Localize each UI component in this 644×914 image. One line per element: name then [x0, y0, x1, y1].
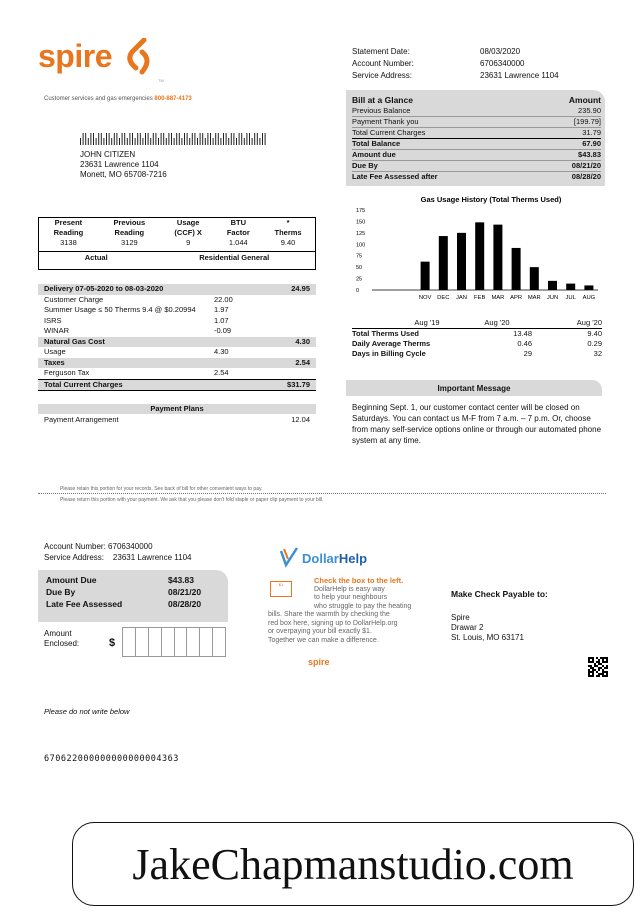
barcode-bar	[259, 138, 260, 145]
qr-module	[602, 657, 604, 659]
barcode-bar	[93, 133, 94, 145]
heart-hands-icon	[278, 545, 300, 569]
perf-note-bottom: Please return this portion with your payment. We ask that you please don't fold staple or paper clip payment to your bill.	[60, 497, 324, 503]
barcode-bar	[85, 133, 86, 145]
qr-module	[606, 661, 608, 663]
barcode-bar	[200, 133, 201, 145]
barcode-bar	[220, 138, 221, 145]
qr-code	[588, 657, 608, 677]
chart-title: Gas Usage History (Total Therms Used)	[420, 195, 562, 204]
qr-module	[588, 657, 590, 659]
qr-module	[596, 657, 598, 659]
qr-module	[604, 675, 606, 677]
barcode-bar	[163, 133, 164, 145]
qr-module	[590, 667, 592, 669]
chart-bar	[493, 225, 502, 290]
qr-module	[596, 671, 598, 673]
qr-module	[602, 675, 604, 677]
qr-module	[604, 661, 606, 663]
x-tick-label: NOV	[418, 295, 432, 301]
barcode-bar	[213, 138, 214, 145]
dollarhelp-text: Check the box to the left. DollarHelp is easy way to help your neighbours who struggle to pay the heating bills. Share the warmth by checking the red box here, signing up to DollarHelp.org or overpaying your bill exactly $1. Together we can make a difference.	[268, 576, 412, 644]
barcode-bar	[122, 133, 123, 145]
barcode-bar	[142, 138, 143, 145]
barcode-bar	[171, 133, 172, 145]
chart-bar	[530, 267, 539, 290]
qr-module	[606, 671, 608, 673]
x-tick-label: MAR	[527, 295, 541, 301]
statement-date: 08/03/2020	[480, 47, 521, 56]
barcode-bar	[239, 133, 240, 145]
barcode-bar	[254, 133, 255, 145]
chart-bar	[548, 281, 557, 290]
barcode-bar	[218, 133, 219, 145]
qr-module	[594, 663, 596, 665]
barcode-bar	[90, 133, 91, 145]
qr-module	[602, 665, 604, 667]
amount-due: $43.83	[578, 150, 601, 159]
dollarhelp-checkbox[interactable]: $1	[270, 581, 292, 597]
payment-plans: Payment Plans Payment Arrangement 12.04	[38, 404, 316, 425]
qr-module	[588, 665, 590, 667]
barcode-bar	[111, 138, 112, 145]
x-tick-label: FEB	[474, 295, 486, 301]
barcode-bar	[215, 133, 216, 145]
barcode-bar	[161, 133, 162, 145]
qr-module	[602, 671, 604, 673]
important-message-title: Important Message	[346, 380, 602, 396]
dollarhelp-logo: DollarHelp	[278, 545, 398, 571]
stub-amount-due: Amount Due $43.83 Due By 08/21/20 Late Fee Assessed 08/28/20	[38, 570, 228, 622]
y-tick-label: 175	[356, 208, 366, 214]
qr-module	[592, 667, 594, 669]
qr-module	[606, 657, 608, 659]
qr-module	[592, 659, 594, 661]
barcode-bar	[265, 133, 266, 145]
qr-module	[588, 669, 590, 671]
barcode-bar	[184, 133, 185, 145]
spire-mark-icon	[124, 38, 156, 78]
y-tick-label: 150	[356, 219, 366, 226]
barcode-bar	[119, 138, 120, 145]
service-address: 23631 Lawrence 1104	[480, 71, 559, 80]
y-tick-label: 100	[356, 242, 366, 249]
qr-module	[600, 657, 602, 659]
qr-module	[588, 673, 590, 675]
barcode-bar	[192, 133, 193, 145]
payable-title: Make Check Payable to:	[451, 589, 548, 599]
barcode-bar	[98, 133, 99, 145]
y-tick-label: 125	[356, 230, 366, 237]
amount-enclosed-field[interactable]	[122, 627, 226, 657]
qr-module	[602, 673, 604, 675]
qr-module	[590, 671, 592, 673]
qr-module	[590, 661, 592, 663]
barcode-bar	[80, 138, 81, 145]
spire-logo	[38, 38, 168, 88]
x-tick-label: AUG	[582, 295, 596, 301]
barcode-bar	[223, 133, 224, 145]
due-date: 08/21/20	[571, 161, 601, 170]
spire-small-logo: spire	[308, 657, 330, 667]
barcode-bar	[233, 133, 234, 145]
qr-module	[590, 657, 592, 659]
x-tick-label: JUL	[565, 295, 576, 301]
barcode-bar	[127, 138, 128, 145]
y-tick-label: 75	[356, 253, 363, 260]
barcode-bar	[202, 133, 203, 145]
qr-module	[602, 659, 604, 661]
qr-module	[592, 671, 594, 673]
barcode-bar	[246, 133, 247, 145]
barcode-bar	[155, 133, 156, 145]
qr-module	[604, 657, 606, 659]
qr-module	[588, 661, 590, 663]
barcode-bar	[135, 138, 136, 145]
qr-module	[606, 675, 608, 677]
barcode-bar	[207, 133, 208, 145]
stub-account-info: Account Number: 6706340000 Service Address: 23631 Lawrence 1104	[44, 542, 192, 562]
barcode-bar	[179, 133, 180, 145]
do-not-write-note: Please do not write below	[44, 707, 130, 716]
barcode-bar	[236, 138, 237, 145]
barcode-bar	[228, 138, 229, 145]
barcode-bar	[96, 138, 97, 145]
statement-info: Statement Date: 08/03/2020 Account Number: 6706340000 Service Address: 23631 Lawrence 1104	[352, 47, 559, 80]
important-message-text: Beginning Sept. 1, our customer contact center will be closed on Saturdays. You can contact us M-F from 7 a.m. – 7 p.m. Or, choose from many self-service options online or through our automated phone system at any time.	[352, 403, 602, 445]
barcode-bar	[148, 133, 149, 145]
qr-module	[598, 659, 600, 661]
chart-bar	[457, 233, 466, 290]
qr-module	[588, 675, 590, 677]
barcode-bar	[249, 133, 250, 145]
chart-bar	[566, 284, 575, 290]
barcode-bar	[241, 133, 242, 145]
meter-reading-table: Present Previous Usage BTU * Reading Reading (CCF) X Factor Therms 3138 3129 9 1.044 9.40 Actual Residential General	[38, 217, 316, 270]
chart-bar	[584, 285, 593, 290]
qr-module	[600, 663, 602, 665]
qr-module	[598, 663, 600, 665]
qr-module	[598, 667, 600, 669]
x-tick-label: JAN	[456, 295, 467, 301]
bill-at-a-glance: Bill at a Glance Amount Previous Balance 235.90 Payment Thank you [199.79] Total Current Charges 31.79 Total Balance 67.90 Amount due $43.83 Due By 08/21/20 Late Fee Assessed after 08/28/20	[346, 90, 605, 186]
barcode-bar	[145, 133, 146, 145]
barcode-bar	[262, 133, 263, 145]
chart-bar	[439, 236, 448, 290]
perforation-line	[38, 493, 606, 494]
qr-module	[606, 667, 608, 669]
qr-module	[592, 675, 594, 677]
barcode-bar	[166, 138, 167, 145]
trademark: TM	[158, 78, 164, 83]
barcode-bar	[244, 138, 245, 145]
barcode-bar	[124, 133, 125, 145]
barcode-bar	[187, 133, 188, 145]
barcode-bar	[176, 133, 177, 145]
customer-service-line: Customer services and gas emergencies 800-887-4173	[44, 96, 192, 102]
qr-module	[604, 667, 606, 669]
qr-module	[598, 675, 600, 677]
qr-module	[598, 661, 600, 663]
qr-module	[600, 673, 602, 675]
barcode-bar	[174, 138, 175, 145]
barcode-bar	[101, 133, 102, 145]
dollar-sign: $	[109, 637, 116, 649]
barcode-bar	[140, 133, 141, 145]
qr-module	[596, 665, 598, 667]
qr-module	[606, 673, 608, 675]
barcode-bar	[129, 133, 130, 145]
x-tick-label: JUN	[546, 295, 559, 301]
barcode-bar	[231, 133, 232, 145]
qr-module	[598, 669, 600, 671]
qr-module	[596, 675, 598, 677]
amount-enclosed-label: Amount Enclosed:	[44, 629, 80, 648]
watermark-footer: JakeChapmanstudio.com	[72, 822, 634, 906]
barcode-bar	[150, 138, 151, 145]
charges-section: Delivery 07-05-2020 to 08-03-2020 24.95 Customer Charge 22.00 Summer Usage ≤ 50 Therms 9.4 @ $0.20994 1.97 ISRS 1.07 WINAR -0.09 Natural Gas Cost 4.30 Usage 4.30 Taxes 2.54 Ferguson Tax 2.54 Total Current Charges $31.79	[38, 284, 316, 391]
customer-service-phone[interactable]: 800-887-4173	[154, 96, 192, 102]
qr-module	[592, 661, 594, 663]
account-number: 6706340000	[480, 59, 525, 68]
qr-module	[594, 669, 596, 671]
payable-address: Spire Drawar 2 St. Louis, MO 63171	[451, 613, 524, 642]
barcode-bar	[132, 133, 133, 145]
barcode-bar	[153, 133, 154, 145]
chart-bar	[512, 248, 521, 290]
barcode-bar	[158, 138, 159, 145]
y-tick-label: 0	[356, 288, 360, 294]
chart-bar	[475, 222, 484, 290]
barcode-bar	[109, 133, 110, 145]
x-tick-label: APR	[510, 295, 523, 301]
qr-module	[606, 659, 608, 661]
qr-module	[592, 673, 594, 675]
perf-note-top: Please retain this portion for your records. See back of bill for other convenient ways to pay.	[60, 486, 263, 492]
y-tick-label: 50	[356, 265, 363, 272]
qr-module	[604, 671, 606, 673]
brand-name: spire	[38, 38, 112, 74]
barcode-bar	[210, 133, 211, 145]
qr-module	[592, 669, 594, 671]
qr-module	[602, 669, 604, 671]
qr-module	[592, 657, 594, 659]
barcode-bar	[226, 133, 227, 145]
qr-module	[596, 661, 598, 663]
barcode-bar	[189, 138, 190, 145]
qr-module	[598, 673, 600, 675]
qr-module	[590, 675, 592, 677]
barcode-bar	[137, 133, 138, 145]
x-tick-label: DEC	[437, 295, 450, 301]
x-tick-label: MAR	[491, 295, 505, 301]
y-tick-label: 25	[356, 276, 363, 283]
barcode-bar	[83, 133, 84, 145]
barcode-bar	[88, 138, 89, 145]
barcode-bar	[197, 138, 198, 145]
qr-module	[590, 665, 592, 667]
barcode-bar	[257, 133, 258, 145]
postal-barcode	[80, 133, 268, 145]
barcode-bar	[116, 133, 117, 145]
micr-line: 670622000000000000004363	[44, 754, 179, 764]
barcode-bar	[252, 138, 253, 145]
chart-bar	[421, 262, 430, 290]
qr-module	[588, 671, 590, 673]
barcode-bar	[114, 133, 115, 145]
barcode-bar	[181, 138, 182, 145]
qr-module	[588, 659, 590, 661]
mailing-address: JOHN CITIZEN 23631 Lawrence 1104 Monett, MO 65708-7216	[80, 150, 167, 179]
qr-module	[600, 667, 602, 669]
qr-module	[594, 665, 596, 667]
qr-module	[602, 661, 604, 663]
barcode-bar	[168, 133, 169, 145]
barcode-bar	[103, 138, 104, 145]
total-current-charges: $31.79	[287, 379, 310, 389]
barcode-bar	[106, 133, 107, 145]
barcode-bar	[194, 133, 195, 145]
qr-module	[606, 665, 608, 667]
gas-usage-chart	[346, 192, 606, 320]
usage-comparison: Aug '19 Aug '20 Aug '20 Total Therms Used 13.48 9.40 Daily Average Therms 0.46 0.29 Days in Billing Cycle 29 32	[352, 318, 602, 358]
barcode-bar	[205, 138, 206, 145]
